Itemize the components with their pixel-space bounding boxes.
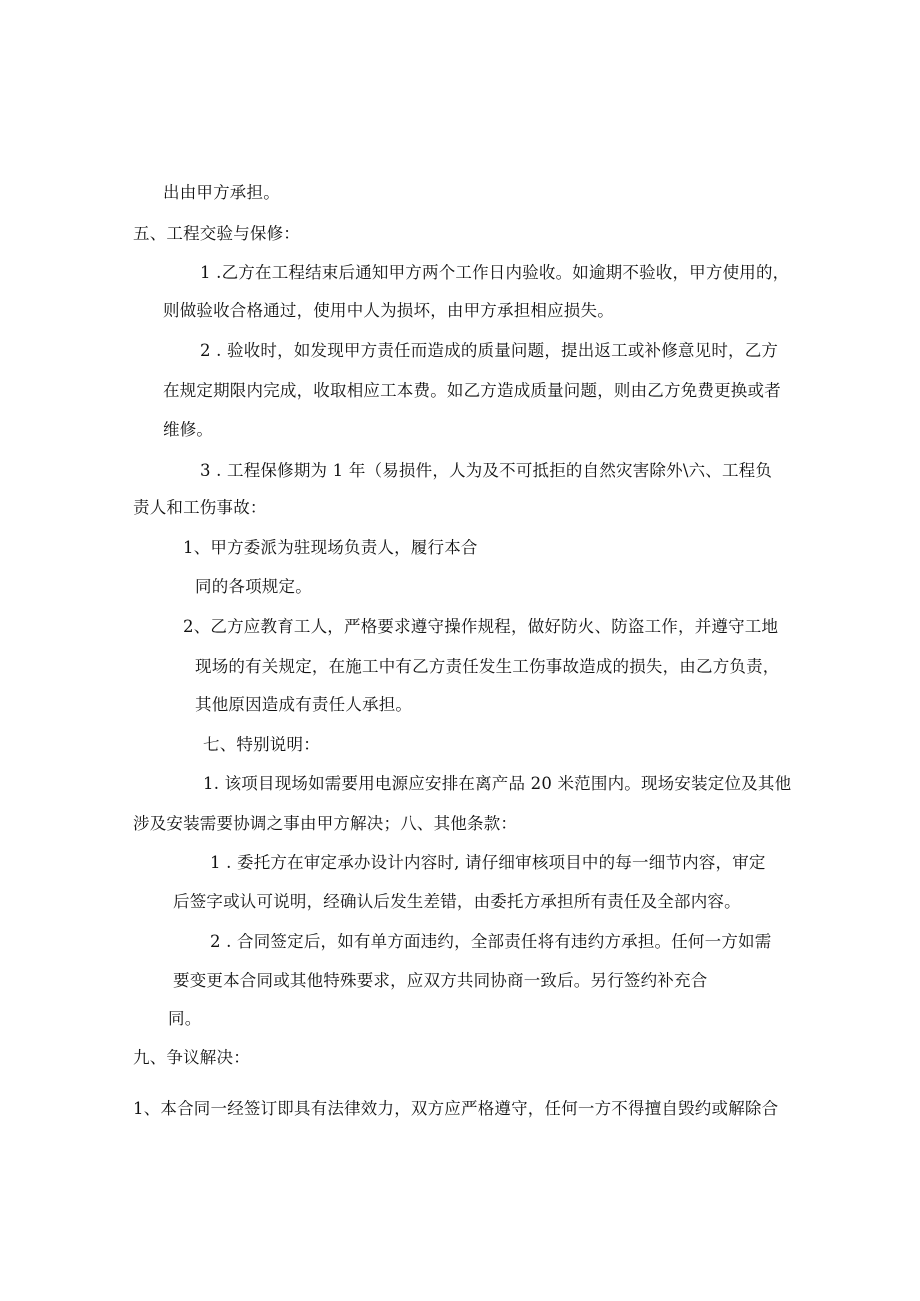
text-line-21: 要变更本合同或其他特殊要求，应双方共同协商一致后。另行签约补充合 — [173, 971, 708, 990]
text-line-17: 涉及安装需要协调之事由甲方解决；八、其他条款： — [133, 814, 518, 833]
text-line-19: 后签字或认可说明，经确认后发生差错，由委托方承担所有责任及全部内容。 — [173, 892, 741, 911]
text-line-4: 则做验收合格通过，使用中人为损坏，由甲方承担相应损失。 — [163, 301, 614, 320]
text-line-5: 2 . 验收时，如发现甲方责任而造成的质量问题，提出返工或补修意见时，乙方 — [200, 341, 779, 360]
section-heading-9: 九、争议解决： — [133, 1048, 250, 1067]
section-heading-7: 七、特别说明： — [203, 735, 320, 754]
text-line-3: 1 .乙方在工程结束后通知甲方两个工作日内验收。如逾期不验收，甲方使用的， — [200, 263, 790, 282]
text-line-24: 1、本合同一经签订即具有法律效力，双方应严格遵守，任何一方不得擅自毁约或解除合 — [133, 1099, 779, 1118]
text-line-14: 其他原因造成有责任人承担。 — [195, 695, 413, 714]
text-line-1: 出由甲方承担。 — [163, 183, 280, 202]
text-line-8: 3 . 工程保修期为 1 年（易损件，人为及不可抵拒的自然灾害除外\六、工程负 — [200, 461, 773, 480]
text-line-12: 2、乙方应教育工人，严格要求遵守操作规程，做好防火、防盗工作，并遵守工地 — [183, 617, 779, 636]
text-line-6: 在规定期限内完成，收取相应工本费。如乙方造成质量问题，则由乙方免费更换或者 — [163, 381, 781, 400]
text-line-22: 同。 — [168, 1009, 202, 1028]
text-line-18: 1 . 委托方在审定承办设计内容时, 请仔细审核项目中的每一细节内容，审定 — [210, 853, 766, 872]
text-line-10: 1、甲方委派为驻现场负责人，履行本合 — [183, 538, 478, 557]
text-line-9: 责人和工伤事故： — [133, 498, 267, 517]
section-heading-5: 五、工程交验与保修： — [133, 224, 300, 243]
text-line-13: 现场的有关规定，在施工中有乙方责任发生工伤事故造成的损失，由乙方负责， — [195, 657, 780, 676]
text-line-20: 2 . 合同签定后，如有单方面违约，全部责任将有违约方承担。任何一方如需 — [210, 932, 772, 951]
text-line-16: 1. 该项目现场如需要用电源应安排在离产品 20 米范围内。现场安装定位及其他 — [203, 774, 792, 793]
text-line-11: 同的各项规定。 — [195, 577, 312, 596]
text-line-7: 维修。 — [163, 420, 214, 439]
